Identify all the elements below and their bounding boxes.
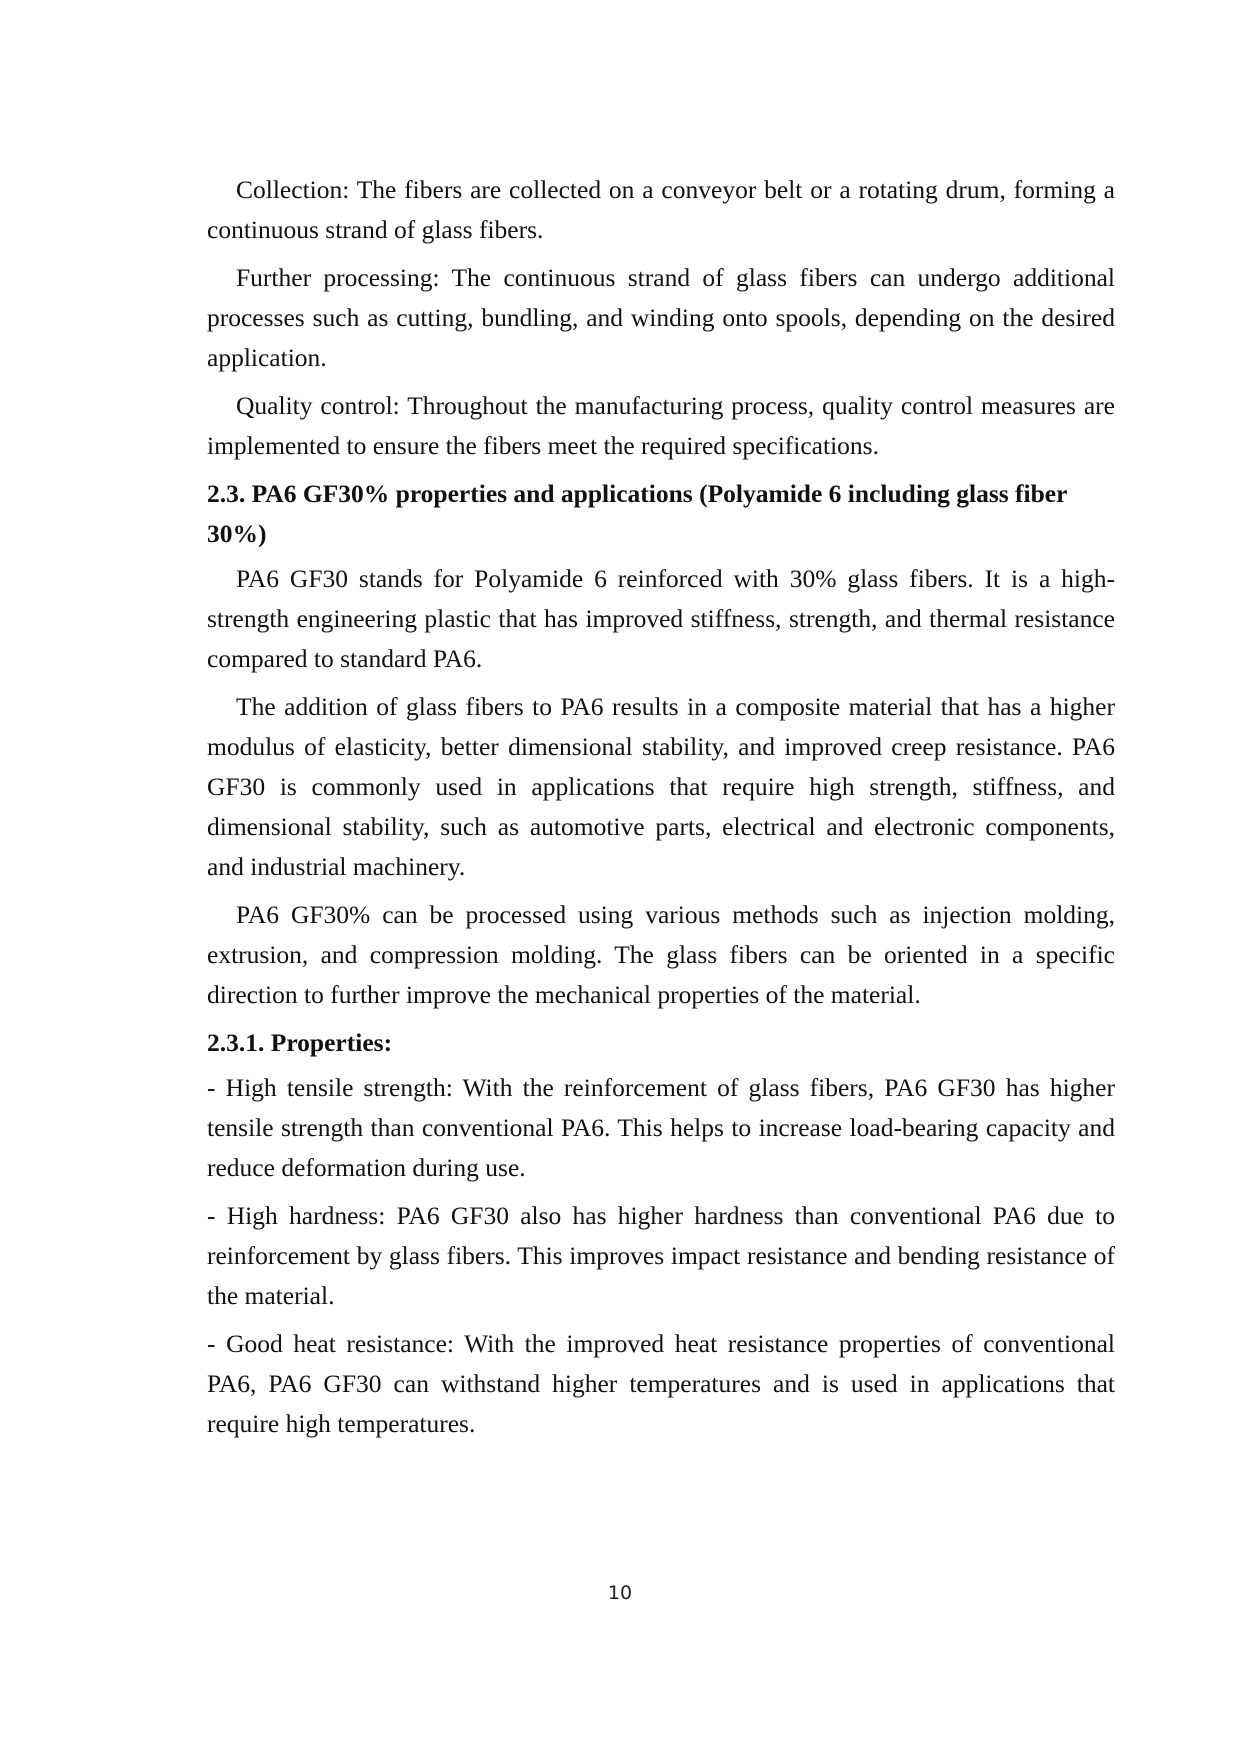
subsection-heading: 2.3.1. Properties: xyxy=(207,1028,393,1057)
page-number: 10 xyxy=(607,1582,633,1604)
property-hardness: - High hardness: PA6 GF30 also has higher hardness than conventional PA6 due to reinforcement by glass fibers. This improves impact resistance and bending resistance of the material. xyxy=(207,1201,1115,1310)
paragraph-glass-fiber-addition: The addition of glass fibers to PA6 results in a composite material that has a higher modulus of elasticity, better dimensional stability, and improved creep resistance. PA6 GF30 is commonly used in applications that require high strength, stiffness, and dimensional stability, such as automotive parts, electrical and electronic components, and industrial machinery. xyxy=(207,692,1115,881)
paragraph-pa6-gf30-definition: PA6 GF30 stands for Polyamide 6 reinforced with 30% glass fibers. It is a high-strength engineering plastic that has improved stiffness, strength, and thermal resistance compared to standard PA6. xyxy=(207,564,1115,673)
paragraph-further-processing: Further processing: The continuous strand of glass fibers can undergo additional processes such as cutting, bundling, and winding onto spools, depending on the desired application. xyxy=(207,263,1115,372)
paragraph-collection: Collection: The fibers are collected on a conveyor belt or a rotating drum, forming a continuous strand of glass fibers. xyxy=(207,175,1115,244)
paragraph-quality-control: Quality control: Throughout the manufacturing process, quality control measures are implemented to ensure the fibers meet the required specifications. xyxy=(207,391,1115,460)
section-heading: 2.3. PA6 GF30% properties and applications (Polyamide 6 including glass fiber 30%) xyxy=(207,479,1067,548)
paragraph-processing-methods: PA6 GF30% can be processed using various methods such as injection molding, extrusion, and compression molding. The glass fibers can be oriented in a specific direction to further improve the mechanical properties of the material. xyxy=(207,900,1115,1009)
property-heat-resistance: - Good heat resistance: With the improved heat resistance properties of conventional PA6, PA6 GF30 can withstand higher temperatures and is used in applications that require high temperatures. xyxy=(207,1329,1115,1438)
property-tensile-strength: - High tensile strength: With the reinforcement of glass fibers, PA6 GF30 has higher tensile strength than conventional PA6. This helps to increase load-bearing capacity and reduce deformation during use. xyxy=(207,1073,1115,1182)
page-body xyxy=(207,170,1115,1452)
